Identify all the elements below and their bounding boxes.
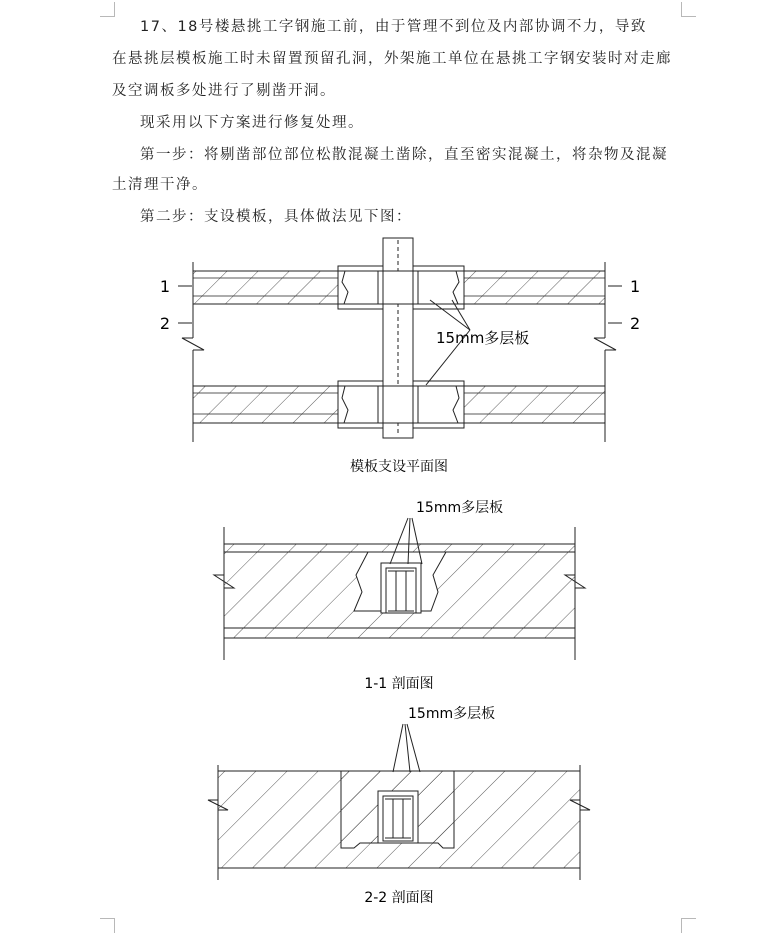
paragraph-line: 第一步：将剔凿部位部位松散混凝土凿除，直至密实混凝土，将杂物及混凝 (140, 147, 668, 163)
paragraph-line: 17、18号楼悬挑工字钢施工前，由于管理不到位及内部协调不力，导致 (140, 19, 647, 35)
plan-view-drawing (178, 238, 622, 442)
paragraph-line: 土清理干净。 (112, 177, 208, 193)
section-mark: 1 (630, 277, 641, 296)
paragraph-line: 在悬挑层模板施工时未留置预留孔洞，外架施工单位在悬挑工字钢安装时对走廊 (112, 51, 672, 67)
formwork-label: 15mm多层板 (408, 706, 496, 722)
section-2-2-drawing (208, 724, 590, 880)
figure-caption: 模板支设平面图 (350, 459, 448, 475)
paragraph-line: 及空调板多处进行了剔凿开洞。 (112, 83, 336, 99)
section-mark: 2 (159, 314, 170, 333)
paragraph-line: 现采用以下方案进行修复处理。 (140, 115, 364, 131)
section-1-1-drawing (214, 518, 585, 660)
section-mark: 1 (159, 277, 170, 296)
paragraph-line: 第二步：支设模板，具体做法见下图： (140, 209, 412, 225)
formwork-label: 15mm多层板 (416, 500, 504, 516)
figure-caption: 1-1 剖面图 (364, 676, 434, 692)
section-mark: 2 (630, 314, 641, 333)
formwork-label: 15mm多层板 (436, 329, 530, 347)
figure-caption: 2-2 剖面图 (364, 890, 434, 906)
